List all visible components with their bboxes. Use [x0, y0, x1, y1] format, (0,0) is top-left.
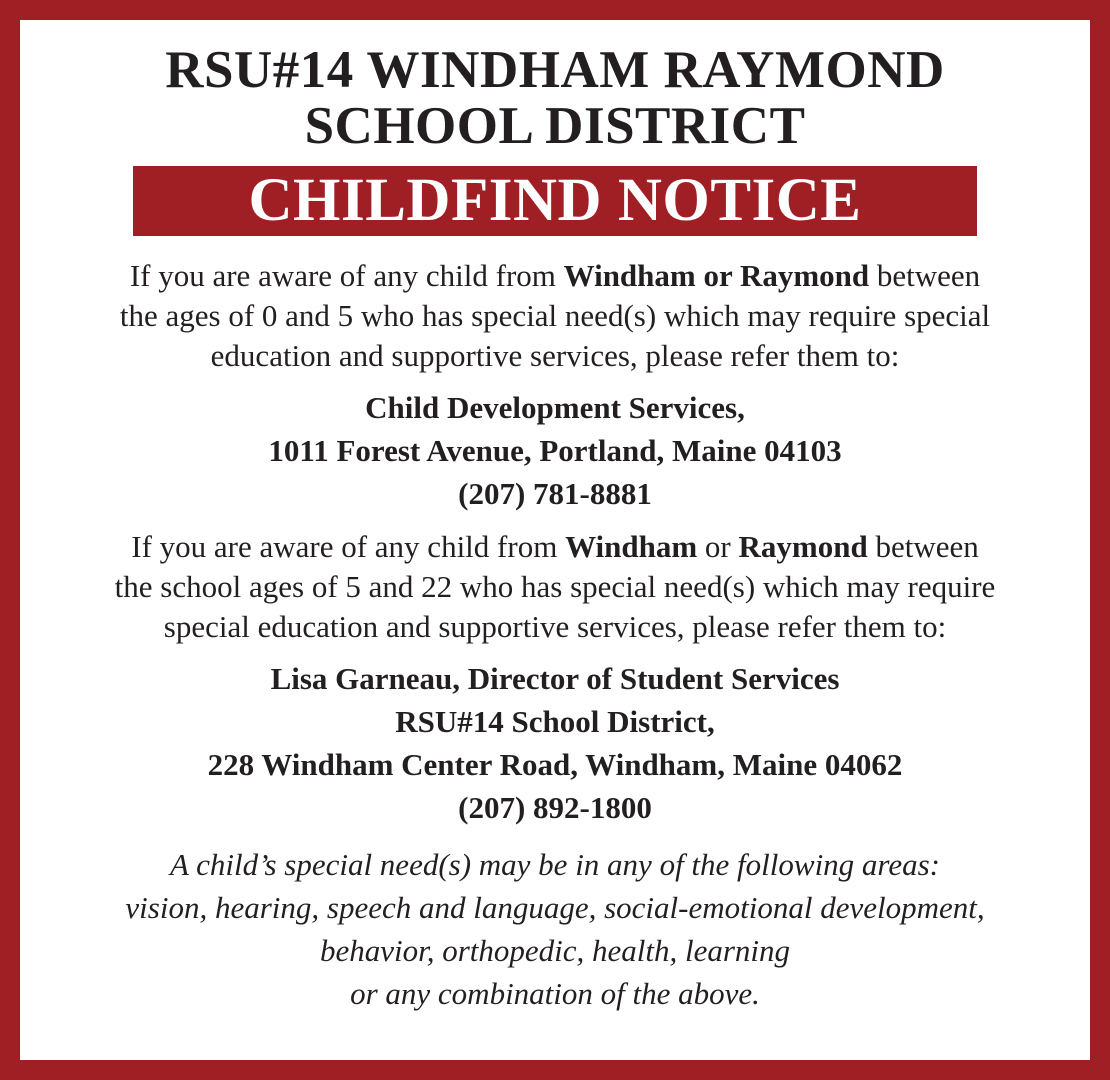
title-line-2: SCHOOL DISTRICT: [304, 97, 806, 155]
town-emphasis: Raymond: [738, 529, 868, 564]
paragraph-line: the school ages of 5 and 22 who has special need(s) which may require: [114, 569, 996, 604]
contact-name: Lisa Garneau, Director of Student Services: [270, 661, 840, 696]
school-age-paragraph: [20, 527, 1090, 647]
special-needs-areas-note: [20, 843, 1090, 1015]
paragraph-line: special education and supportive services, please refer them to:: [163, 609, 947, 644]
text-run: between: [867, 529, 979, 564]
paragraph-line: education and supportive services, please refer them to:: [210, 338, 900, 373]
note-line: behavior, orthopedic, health, learning: [319, 933, 791, 968]
paragraph-line: [20, 527, 1090, 567]
contact-organization: RSU#14 School District,: [395, 704, 715, 739]
towns-emphasis: Windham or Raymond: [563, 258, 870, 293]
district-contact-block: [20, 657, 1090, 829]
note-line: or any combination of the above.: [350, 976, 760, 1011]
paragraph-line: [20, 256, 1090, 296]
page-title: [20, 42, 1090, 154]
contact-phone: (207) 892-1800: [458, 790, 652, 825]
text-run: or: [697, 529, 739, 564]
childfind-banner: CHILDFIND NOTICE: [133, 166, 977, 236]
contact-address: 1011 Forest Avenue, Portland, Maine 04103: [268, 433, 842, 468]
notice-card: [20, 20, 1090, 1060]
note-line: vision, hearing, speech and language, social-emotional development,: [125, 890, 985, 925]
contact-name: Child Development Services,: [365, 390, 745, 425]
early-childhood-paragraph: [20, 256, 1090, 376]
text-run: between: [869, 258, 981, 293]
text-run: If you are aware of any child from: [129, 258, 564, 293]
text-run: If you are aware of any child from: [131, 529, 566, 564]
town-emphasis: Windham: [565, 529, 698, 564]
title-line-1: RSU#14 WINDHAM RAYMOND: [165, 41, 945, 99]
cds-contact-block: [20, 386, 1090, 515]
paragraph-line: the ages of 0 and 5 who has special need(s) which may require special: [119, 298, 991, 333]
contact-phone: (207) 781-8881: [458, 476, 652, 511]
contact-address: 228 Windham Center Road, Windham, Maine 04062: [207, 747, 903, 782]
note-line: A child’s special need(s) may be in any of the following areas:: [170, 847, 940, 882]
